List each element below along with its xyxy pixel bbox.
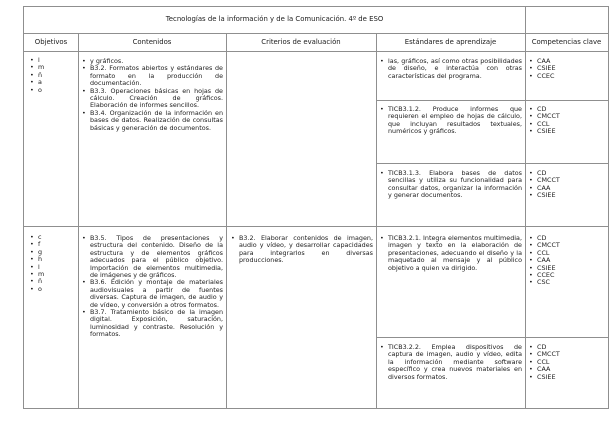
competencias-cell: [527, 344, 607, 381]
header-competencias: Competencias clave: [531, 38, 602, 46]
objetivo-item: • ñ: [28, 72, 74, 79]
competencia-item: • CSIEE: [527, 374, 607, 381]
estandar-item: • TICB3.1.2. Produce informes que requieren el empleo de hojas de cálculo, que incluyan resultados textuales, numéricos y gráficos.: [378, 106, 522, 136]
competencia-item: • CAA: [527, 366, 607, 373]
competencia-item: • CMCCT: [527, 351, 607, 358]
estandar-cell: [378, 235, 522, 272]
contenido-item: • B3.6. Edición y montaje de materiales audiovisuales a partir de fuentes diversas. Captura de imagen, de audio y de vídeo, y conversión a otros formatos.: [80, 279, 223, 309]
competencia-item: • CMCCT: [527, 113, 607, 120]
contenido-item: • B3.5. Tipos de presentaciones y estructura del contenido. Diseño de la estructura y de elementos gráficos adecuados para el público objetivo. Importación de elementos multimedia, de imágenes y de gráficos.: [80, 235, 223, 279]
objetivos-cell: [28, 234, 74, 293]
estandar-cell: [378, 106, 522, 136]
header-divider: [24, 33, 608, 34]
objetivo-item: • ñ: [28, 278, 74, 285]
curriculum-table: [23, 6, 609, 409]
contenido-item: • B3.2. Formatos abiertos y estándares de formato en la producción de documentación.: [80, 65, 223, 87]
criterios-cell: [229, 235, 373, 265]
competencia-item: • CMCCT: [527, 242, 607, 249]
competencia-item: • CD: [527, 344, 607, 351]
header-objetivos: Objetivos: [34, 38, 68, 46]
objetivo-item: • o: [28, 87, 74, 94]
contenidos-cell: [80, 58, 223, 132]
competencias-cell: [527, 235, 607, 287]
contenidos-cell: [80, 235, 223, 339]
estandar-item: • TICB3.1.3. Elabora bases de datos sencillas y utiliza su funcionalidad para consultar datos, organizar la información y generar documentos.: [378, 170, 522, 200]
objetivo-item: • a: [28, 79, 74, 86]
objetivo-item: • f: [28, 241, 74, 248]
competencias-cell: [527, 106, 607, 136]
objetivo-item: • g: [28, 249, 74, 256]
header-divider: [24, 51, 608, 52]
competencia-item: • CCL: [527, 359, 607, 366]
contenido-item: • B3.4. Organización de la información en bases de datos. Realización de consultas básicas y generación de documentos.: [80, 110, 223, 132]
competencia-item: • CSC: [527, 279, 607, 286]
table-title: Tecnologías de la información y de la Comunicación. 4º de ESO: [165, 15, 384, 23]
contenido-item: • y gráficos.: [80, 58, 223, 65]
objetivo-item: • l: [28, 57, 74, 64]
objetivo-item: • l: [28, 264, 74, 271]
estandar-item: • TICB3.2.2. Emplea dispositivos de captura de imagen, audio y vídeo, edita la información mediante software específico y crea nuevos materiales en diversos formatos.: [378, 344, 522, 381]
row-divider: [376, 163, 608, 164]
competencia-item: • CCL: [527, 121, 607, 128]
column-divider: [376, 33, 377, 408]
row-divider: [376, 100, 608, 101]
competencia-item: • CSIEE: [527, 65, 607, 72]
competencia-item: • CAA: [527, 257, 607, 264]
column-divider: [226, 33, 227, 408]
criterio-item: • B3.2. Elaborar contenidos de imagen, audio y vídeo, y desarrollar capacidades para integrarlos en diversas producciones.: [229, 235, 373, 265]
objetivo-item: • o: [28, 286, 74, 293]
header-contenidos: Contenidos: [132, 38, 172, 46]
competencia-item: • CCL: [527, 250, 607, 257]
estandar-cell: [378, 344, 522, 381]
header-criterios: Criterios de evaluación: [261, 38, 341, 46]
competencia-item: • CSIEE: [527, 192, 607, 199]
estandar-item: • las, gráficos, así como otras posibilidades de diseño, e interactúa con otras características del programa.: [378, 58, 522, 80]
header-estandares: Estándares de aprendizaje: [404, 38, 497, 46]
estandar-item: • TICB3.2.1. Integra elementos multimedia, imagen y texto en la elaboración de presentaciones, adecuando el diseño y la maquetado al mensaje y al público objetivo a quien va dirigido.: [378, 235, 522, 272]
column-divider: [78, 33, 79, 408]
contenido-item: • B3.7. Tratamiento básico de la imagen digital. Exposición, saturación, luminosidad y contraste. Resolución y formatos.: [80, 309, 223, 339]
competencia-item: • CAA: [527, 185, 607, 192]
objetivo-item: • h: [28, 256, 74, 263]
competencia-item: • CSIEE: [527, 265, 607, 272]
competencias-cell: [527, 58, 607, 80]
competencia-item: • CSIEE: [527, 128, 607, 135]
competencia-item: • CD: [527, 170, 607, 177]
competencia-item: • CCEC: [527, 272, 607, 279]
competencia-item: • CAA: [527, 58, 607, 65]
objetivo-item: • m: [28, 271, 74, 278]
contenido-item: • B3.3. Operaciones básicas en hojas de cálculo. Creación de gráficos. Elaboración de informes sencillos.: [80, 88, 223, 110]
row-divider: [376, 337, 608, 338]
competencia-item: • CCEC: [527, 73, 607, 80]
row-divider: [24, 226, 608, 227]
estandar-cell: [378, 58, 522, 80]
objetivo-item: • m: [28, 64, 74, 71]
competencia-item: • CD: [527, 106, 607, 113]
competencia-item: • CD: [527, 235, 607, 242]
column-divider: [525, 7, 526, 408]
estandar-cell: [378, 170, 522, 200]
competencia-item: • CMCCT: [527, 177, 607, 184]
objetivo-item: • c: [28, 234, 74, 241]
objetivos-cell: [28, 57, 74, 94]
competencias-cell: [527, 170, 607, 200]
